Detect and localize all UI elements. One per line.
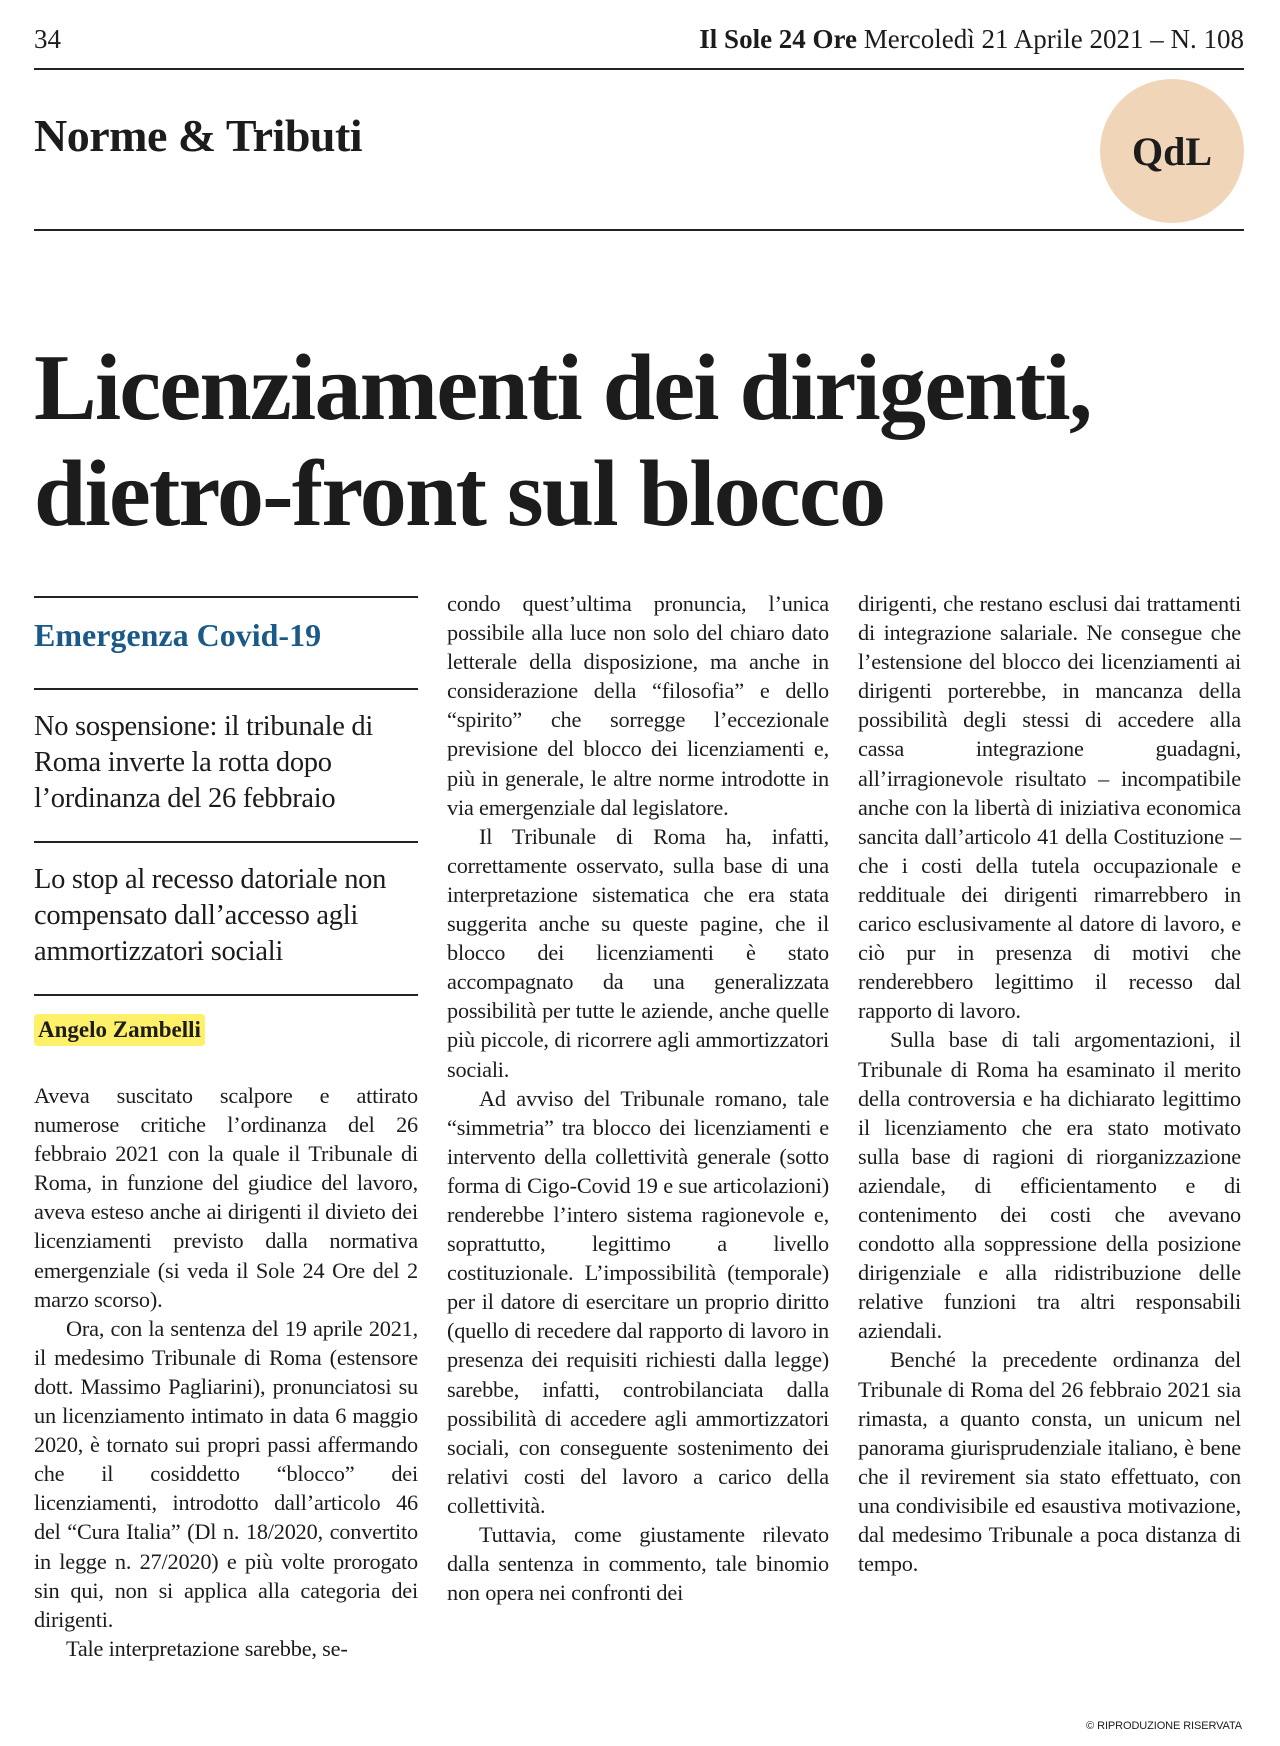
section-title: Norme & Tributi (34, 110, 363, 161)
author-line (34, 1014, 418, 1046)
right-column (858, 589, 1241, 1578)
article-category: Emergenza Covid-19 (34, 617, 322, 653)
section-banner (34, 76, 1244, 231)
article-paragraph: Ad avviso del Tribunale romano, tale “simmetria” tra blocco dei licenziamenti e intervento della collettività generale (sotto forma di Cigo-Covid 19 e sue articolazioni) renderebbe l’intero sistema ragionevole e, soprattutto, legittimo a livello costituzionale. L’impossibilità (temporale) per il datore di esercitare un proprio diritto (quello di recedere dal rapporto di lavoro in presenza dei requisiti richiesti dalla legge) sarebbe, infatti, controbilanciata dalla possibilità di accedere agli ammortizzatori sociali, con conseguente sostenimento dei relativi costi del lavoro a carico della collettività. (447, 1085, 829, 1518)
category-rule (34, 596, 418, 598)
author-name: Angelo Zambelli (34, 1014, 205, 1046)
date-separator: – (1150, 24, 1164, 54)
article-subhead: No sospensione: il tribunale di Roma inverte la rotta dopo l’ordinanza del 26 febbraio (34, 711, 373, 814)
article-headline: Licenziamenti dei dirigenti, dietro-front sul blocco (34, 335, 1091, 546)
newspaper-name: Il Sole 24 Ore (699, 24, 858, 54)
article-paragraph: Benché la precedente ordinanza del Tribunale di Roma del 26 febbraio 2021 sia rimasta, a quanto consta, un unicum nel panorama giurisprudenziale italiano, è bene che il revirement sia stato effettuato, con una condivisibile ed esaustiva motivazione, dal medesimo Tribunale a poca distanza di tempo. (858, 1347, 1241, 1577)
article-paragraph: Aveva suscitato scalpore e attirato numerose critiche l’ordinanza del 26 febbraio 2021 con la quale il Tribunale di Roma, in funzione del giudice del lavoro, aveva esteso anche ai dirigenti il divieto dei licenziamenti previsto dalla normativa emergenziale (si veda il Sole 24 Ore del 2 marzo scorso). (34, 1083, 418, 1312)
left-column (34, 596, 418, 1663)
page-header (34, 18, 1244, 70)
article-paragraph: dirigenti, che restano esclusi dai trattamenti di integrazione salariale. Ne consegue che l’estensione del blocco dei licenziamenti ai dirigenti porterebbe, in mancanza della possibilità degli stessi di accedere alla cassa integrazione guadagni, all’irragionevole risultato – incompatibile anche con la libertà di iniziativa economica sancita dall’articolo 41 della Costituzione – che i costi della tutela occupazionale e reddituale dei dirigenti rimarrebbero in carico esclusivamente al datore di lavoro, e ciò pur in presenza di motivi che renderebbero legittimo il recesso dal rapporto di lavoro. (858, 591, 1241, 1024)
article-paragraph: Tale interpretazione sarebbe, se- (66, 1635, 348, 1661)
publication-date: Mercoledì 21 Aprile 2021 (863, 24, 1144, 54)
article-paragraph: Sulla base di tali argomentazioni, il Tribunale di Roma ha esaminato il merito della controversia e ha dichiarato legittimo il licenziamento che era stato motivato sulla base di ragioni di riorganizzazione aziendale, di efficientamento e di contenimento dei costi che avevano condotto alla soppressione della posizione dirigenziale e alla ridistribuzione delle relative funzioni tra altri responsabili aziendali. (858, 1027, 1241, 1344)
issue-number: N. 108 (1170, 24, 1244, 54)
middle-column (447, 589, 829, 1607)
page-number: 34 (34, 24, 61, 54)
masthead (699, 24, 1244, 55)
article-paragraph: Tuttavia, come giustamente rilevato dalla sentenza in commento, tale binomio non opera nei confronti dei (447, 1522, 829, 1606)
subhead-rule (34, 688, 418, 690)
copyright-notice: © RIPRODUZIONE RISERVATA (1086, 1720, 1242, 1732)
article-paragraph: Il Tribunale di Roma ha, infatti, correttamente osservato, sulla base di una interpretazione sistematica che era stata suggerita anche su queste pagine, che il blocco dei licenziamenti è stato accompagnato da una generalizzata possibilità per tutte le aziende, anche quelle più piccole, di ricorrere agli ammortizzatori sociali. (447, 823, 829, 1082)
qdl-badge: QdL (1100, 79, 1244, 223)
article-subhead: Lo stop al recesso datoriale non compensato dall’accesso agli ammortizzatori sociali (34, 864, 387, 967)
author-rule (34, 994, 418, 996)
subhead-rule (34, 841, 418, 843)
article-paragraph: condo quest’ultima pronuncia, l’unica possibile alla luce non solo del chiaro dato letterale della disposizione, ma anche in considerazione della “filosofia” e dello “spirito” che sorregge l’eccezionale previsione del blocco dei licenziamenti e, più in generale, le altre norme introdotte in via emergenziale dal legislatore. (447, 591, 829, 820)
article-paragraph: Ora, con la sentenza del 19 aprile 2021, il medesimo Tribunale di Roma (estensore dott. Massimo Pagliarini), pronunciatosi su un licenziamento intimato in data 6 maggio 2020, è tornato sui propri passi affermando che il cosiddetto “blocco” dei licenziamenti, introdotto dall’articolo 46 del “Cura Italia” (Dl n. 18/2020, convertito in legge n. 27/2020) e più volte prorogato sin qui, non si applica alla categoria dei dirigenti. (34, 1315, 418, 1632)
